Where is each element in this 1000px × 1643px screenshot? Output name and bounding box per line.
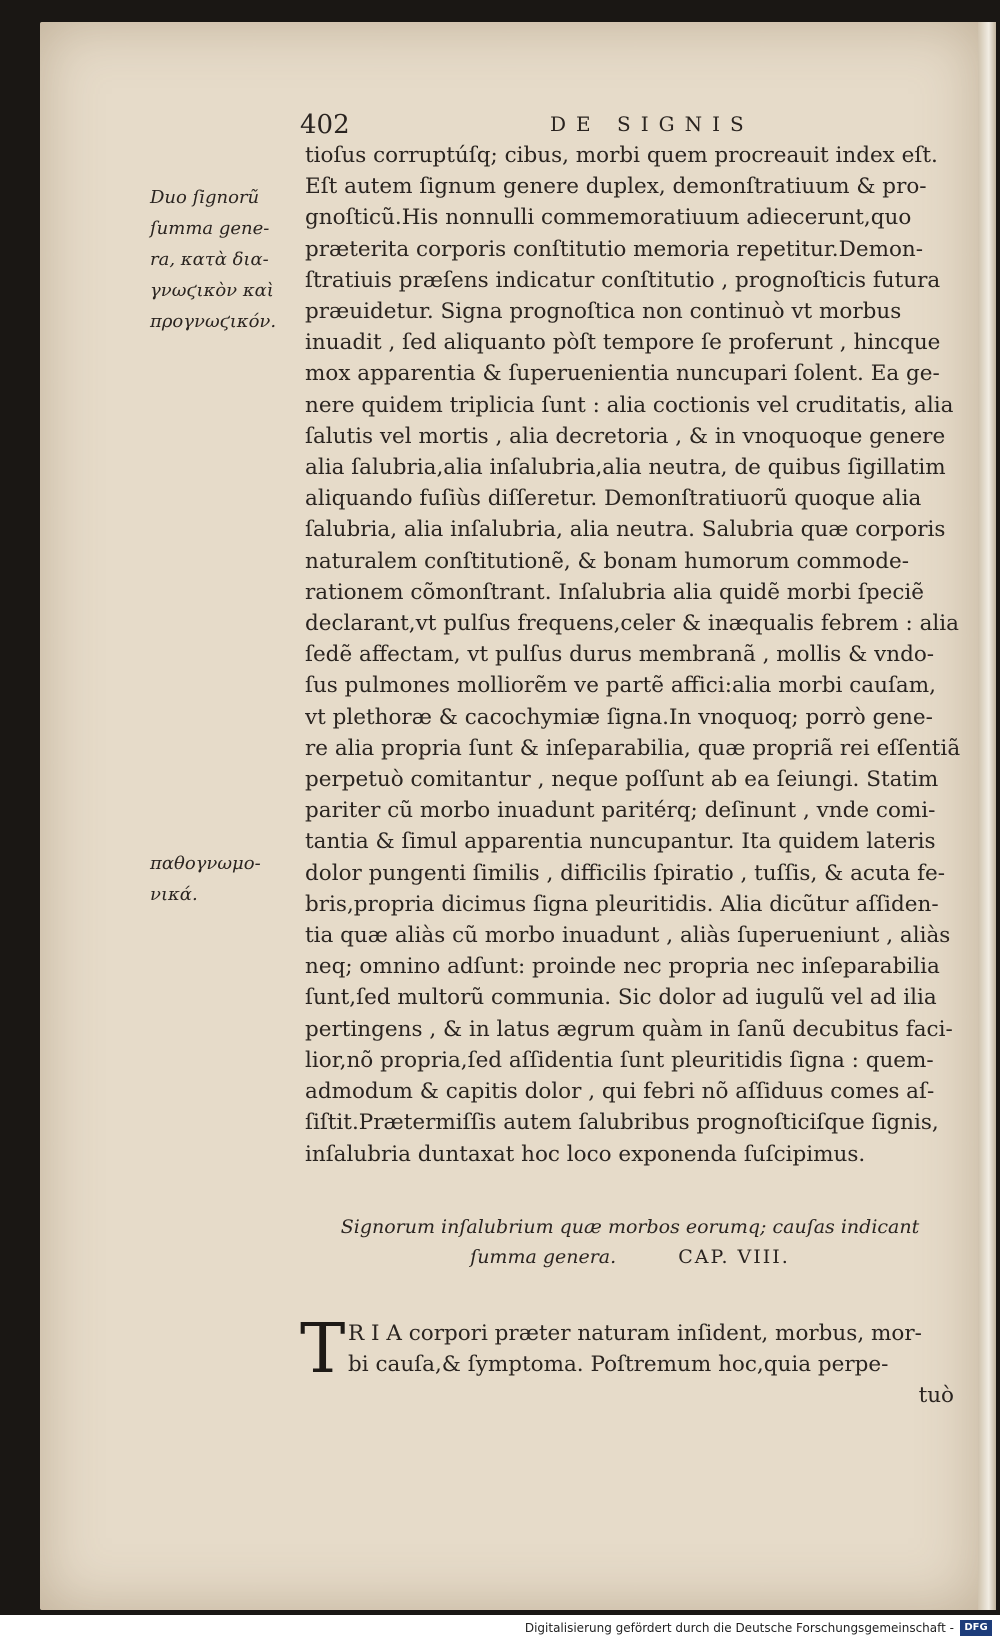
dfg-logo: DFG bbox=[960, 1620, 992, 1636]
text-line: ſedẽ affectam, vt pulſus durus membranã , mollis & vndo- bbox=[305, 642, 935, 668]
margin-note-line: προγνωϛικόν. bbox=[150, 311, 277, 332]
text-line: naturalem conſtitutionẽ, & bonam humorum commode- bbox=[305, 548, 909, 574]
margin-note-pathognomonic bbox=[150, 848, 290, 910]
chapter-line: bi cauſa,& ſymptoma. Poſtremum hoc,quia perpe- bbox=[348, 1352, 889, 1378]
text-line: perpetuò comitantur , neque poſſunt ab ea ſeiungi. Statim bbox=[305, 767, 939, 793]
text-line: ſalubria, alia inſalubria, alia neutra. Salubria quæ corporis bbox=[305, 517, 946, 543]
footer-bar bbox=[0, 1615, 1000, 1643]
text-line: tioſus corruptúſq; cibus, morbi quem procreauit index eſt. bbox=[305, 143, 938, 168]
text-line: inſalubria duntaxat hoc loco exponenda ſuſcipimus. bbox=[305, 1141, 866, 1167]
margin-note-line: γνωϛικὸν καὶ bbox=[150, 280, 274, 301]
text-line: ſiſtit.Prætermiſſis autem ſalubribus prognoſticiſque ſignis, bbox=[305, 1110, 939, 1136]
text-line: aliquando fuſiùs diſſeretur. Demonſtratiuorũ quoque alia bbox=[305, 486, 922, 512]
text-line: re alia propria ſunt & inſeparabilia, quæ propriã rei eſſentiã bbox=[305, 735, 961, 761]
text-line: gnoſticũ.His nonnulli commemoratiuum adiecerunt,quo bbox=[305, 205, 912, 231]
text-line: præterita corporis conſtitutio memoria repetitur.Demon- bbox=[305, 236, 924, 262]
body-text bbox=[305, 140, 965, 1170]
drop-cap: T bbox=[300, 1310, 346, 1389]
margin-note-sign-kinds bbox=[150, 182, 290, 337]
text-line: lior,nõ propria,ſed aſſidentia ſunt pleuritidis ſigna : quem- bbox=[305, 1047, 934, 1073]
chapter-heading bbox=[300, 1212, 960, 1272]
margin-note-line: ſumma gene- bbox=[150, 218, 270, 239]
chapter-number: CAP. VIII. bbox=[678, 1246, 790, 1268]
running-head bbox=[300, 108, 940, 138]
margin-note-line: ra, κατὰ δια- bbox=[150, 249, 269, 270]
text-line: tia quæ aliàs cũ morbo inuadunt , aliàs ſuperueniunt , aliàs bbox=[305, 923, 951, 949]
chapter-line: R I A corpori præter naturam inſident, morbus, mor- bbox=[348, 1321, 922, 1346]
catchword: tuò bbox=[918, 1383, 954, 1409]
text-line: vt plethoræ & cacochymiæ ſigna.In vnoquoq; porrò gene- bbox=[305, 704, 933, 730]
text-line: pertingens , & in latus ægrum quàm in ſanũ decubitus faci- bbox=[305, 1016, 953, 1042]
text-line: præuidetur. Signa prognoſtica non continuò vt morbus bbox=[305, 299, 902, 325]
text-line: pariter cũ morbo inuadunt paritérq; deſinunt , vnde comi- bbox=[305, 798, 936, 824]
text-line: neq; omnino adſunt: proinde nec propria nec inſeparabilia bbox=[305, 954, 940, 980]
margin-note-line: νικά. bbox=[150, 884, 198, 905]
text-line: ſus pulmones molliorẽm ve partẽ affici:alia morbi cauſam, bbox=[305, 673, 936, 699]
text-line: rationem cõmonſtrant. Inſalubria alia quidẽ morbi ſpeciẽ bbox=[305, 579, 924, 605]
margin-note-line: παθογνωμο- bbox=[150, 853, 261, 874]
text-line: mox apparentia & ſuperuenientia nuncupari ſolent. Ea ge- bbox=[305, 361, 940, 387]
text-line: alia ſalubria,alia inſalubria,alia neutra, de quibus ſigillatim bbox=[305, 455, 946, 481]
footer-credit: Digitalisierung gefördert durch die Deutsche Forschungsgemeinschaft - bbox=[524, 1621, 954, 1635]
text-line: nere quidem triplicia ſunt : alia coctionis vel cruditatis, alia bbox=[305, 392, 954, 418]
page-edge bbox=[978, 22, 996, 1610]
text-line: ſunt,ſed multorũ communia. Sic dolor ad iugulũ vel ad ilia bbox=[305, 985, 937, 1011]
text-line: tantia & ſimul apparentia nuncupantur. Ita quidem lateris bbox=[305, 829, 936, 855]
page-number: 402 bbox=[300, 110, 350, 140]
text-line: ſalutis vel mortis , alia decretoria , & in vnoquoque genere bbox=[305, 423, 946, 449]
text-line: inuadit , ſed aliquanto pòſt tempore ſe proferunt , hincque bbox=[305, 330, 941, 356]
text-line: ſtratiuis præſens indicatur conſtitutio , prognoſticis futura bbox=[305, 267, 941, 293]
running-title: DE SIGNIS bbox=[550, 112, 754, 136]
margin-note-line: Duo ſignorũ bbox=[150, 187, 260, 208]
text-line: dolor pungenti ſimilis , difficilis ſpiratio , tuſſis, & acuta fe- bbox=[305, 860, 946, 886]
text-line: Eſt autem ſignum genere duplex, demonſtratiuum & pro- bbox=[305, 174, 927, 200]
text-line: admodum & capitis dolor , qui febri nõ aſſiduus comes aſ- bbox=[305, 1079, 935, 1105]
chapter-heading-line1: Signorum inſalubrium quæ morbos eorumq; cauſas indicant bbox=[340, 1216, 920, 1238]
chapter-text bbox=[300, 1310, 960, 1412]
text-line: bris,propria dicimus ſigna pleuritidis. Alia dicũtur aſſiden- bbox=[305, 891, 939, 917]
chapter-heading-line2: ſumma genera. bbox=[470, 1246, 617, 1268]
text-line: declarant,vt pulſus frequens,celer & inæqualis febrem : alia bbox=[305, 611, 959, 637]
